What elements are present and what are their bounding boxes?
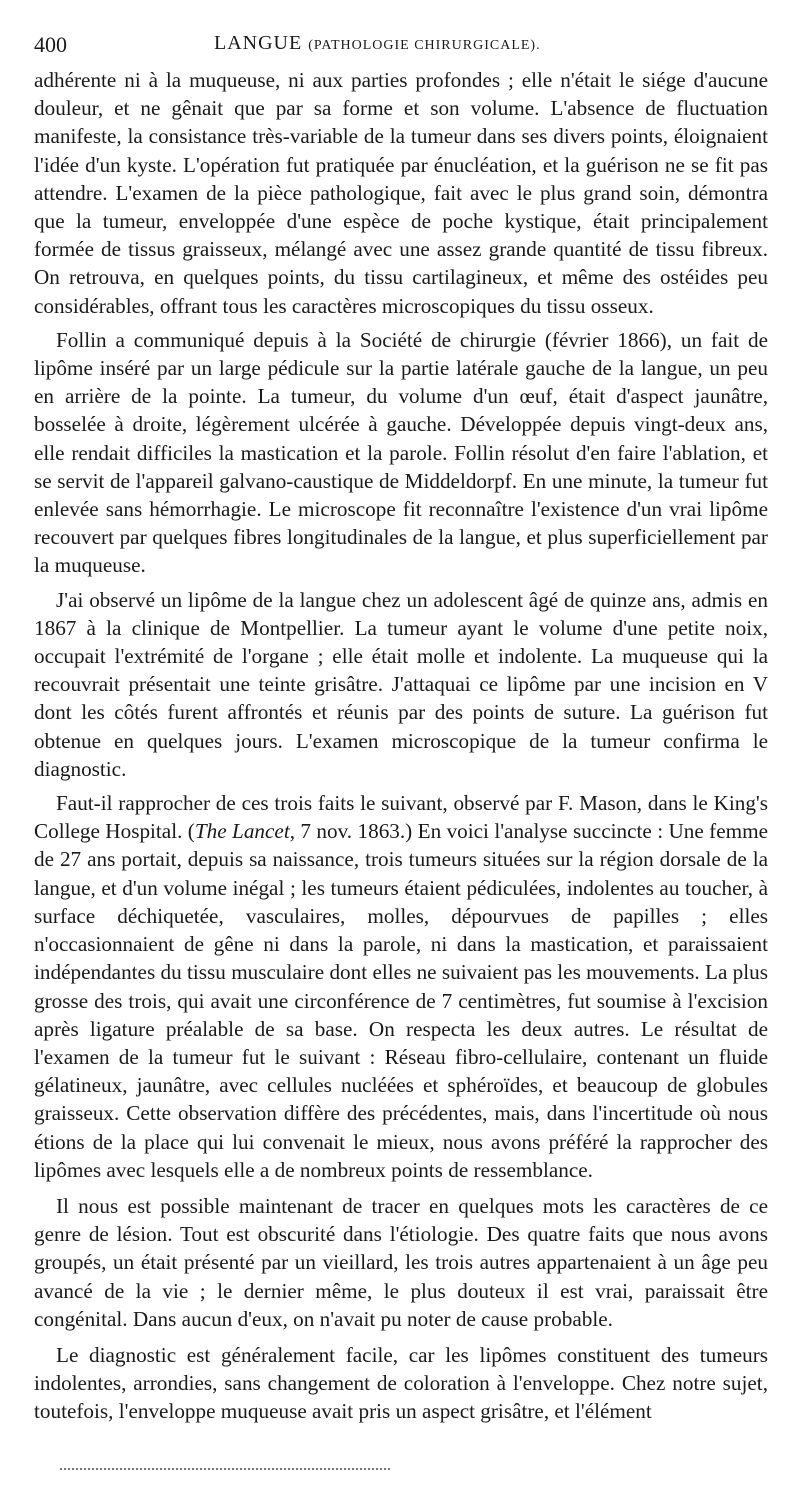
paragraph-3: J'ai observé un lipôme de la langue chez un adolescent âgé de quinze ans, admis en 1867 à la clinique de Montpellier. La tumeur ayant le volume d'une petite noix, occupait l'extrémité de l'organe ; elle était molle et indolente. La muqueuse qui la recouvrait présentait une teinte grisâtre. J'attaquai ce lipôme par une incision en V dont les côtés furent affrontés et réunis par des points de suture. La guérison fut obtenue en quelques jours. L'examen microscopique de la tumeur confirma le diagnostic. (34, 587, 768, 781)
running-title (214, 32, 541, 55)
page-number: 400 (34, 32, 67, 57)
page-header (34, 26, 768, 66)
book-page (34, 26, 768, 1426)
paragraph-5: Il nous est possible maintenant de tracer en quelques mots les caractères de ce genre de lésion. Tout est obscurité dans l'étiologie. Des quatre faits que nous avons groupés, un était présenté par un vieillard, les trois autres appartenaient à un âge peu avancé de la vie ; le dernier même, le plus douteux il est vrai, paraissait être congénital. Dans aucun d'eux, on n'avait pu noter de cause probable. (34, 1193, 768, 1331)
footer-rule (60, 1468, 390, 1470)
body-text (34, 66, 768, 1426)
paragraph-4-part-1: Faut-il rapprocher de ces trois faits le suivant, observé par F. Mason, dans le King's College Hospital. ( (34, 791, 768, 844)
journal-title: The Lancet (194, 819, 290, 844)
paragraph-2: Follin a communiqué depuis à la Société de chirurgie (février 1866), un fait de lipôme inséré par un large pédicule sur la partie latérale gauche de la langue, un peu en arrière de la pointe. La tumeur, du volume d'un œuf, était d'aspect jaunâtre, bosselée à droite, légèrement ulcérée à gauche. Développée depuis vingt-deux ans, elle rendait difficiles la mastication et la parole. Follin résolut d'en faire l'ablation, et se servit de l'appareil galvano-caustique de Middeldorpf. En une minute, la tumeur fut enlevée sans hémorrhagie. Le microscope fit reconnaître l'existence d'un vrai lipôme recouvert par quelques fibres longitudinales de la langue, et plus superficiellement par la muqueuse. (34, 327, 768, 578)
paragraph-4 (34, 789, 768, 1184)
paragraph-4-part-2: , 7 nov. 1863.) En voici l'analyse succincte : Une femme de 27 ans portait, depuis sa naissance, trois tumeurs situées sur la région dorsale de la langue, et d'un volume inégal ; les tumeurs étaient pédiculées, indolentes au toucher, à surface déchiquetée, vasculaires, molles, dépourvues de papilles ; elles n'occasionnaient de gêne ni dans la parole, ni dans la mastication, et paraissaient indépendantes du tissu musculaire dont elles ne suivaient pas les mouvements. La plus grosse des trois, qui avait une circonférence de 7 centimètres, fut soumise à l'excision après ligature préalable de sa base. On respecta les deux autres. Le résultat de l'examen de la tumeur fut le suivant : Réseau fibro-cellulaire, contenant un fluide gélatineux, jaunâtre, avec cellules nucléées et sphéroïdes, et beaucoup de globules graisseux. Cette observation diffère des précédentes, mais, dans l'incertitude où nous étions de la place qui lui convenait le mieux, nous avons préféré la rapprocher des lipômes avec lesquels elle a de nombreux points de ressemblance. (34, 819, 768, 1182)
paragraph-6: Le diagnostic est généralement facile, car les lipômes constituent des tumeurs indolentes, arrondies, sans changement de coloration à l'enveloppe. Chez notre sujet, toutefois, l'enveloppe muqueuse avait pris un aspect grisâtre, et l'élément (34, 1342, 768, 1424)
paragraph-1: adhérente ni à la muqueuse, ni aux parties profondes ; elle n'était le siége d'aucune douleur, et ne gênait que par sa forme et son volume. L'absence de fluctuation manifeste, la consistance très-variable de la tumeur dans ses divers points, éloignaient l'idée d'un kyste. L'opération fut pratiquée par énucléation, et la guérison ne se fit pas attendre. L'examen de la pièce pathologique, fait avec le plus grand soin, démontra que la tumeur, enveloppée d'une espèce de poche kystique, était principalement formée de tissus graisseux, mélangé avec une assez grande quantité de tissu fibreux. On retrouva, en quelques points, du tissu cartilagineux, et même des ostéides peu considérables, offrant tous les caractères microscopiques du tissu osseux. (34, 68, 768, 318)
running-title-sub: (PATHOLOGIE CHIRURGICALE). (308, 38, 541, 53)
running-title-main: LANGUE (214, 32, 303, 54)
